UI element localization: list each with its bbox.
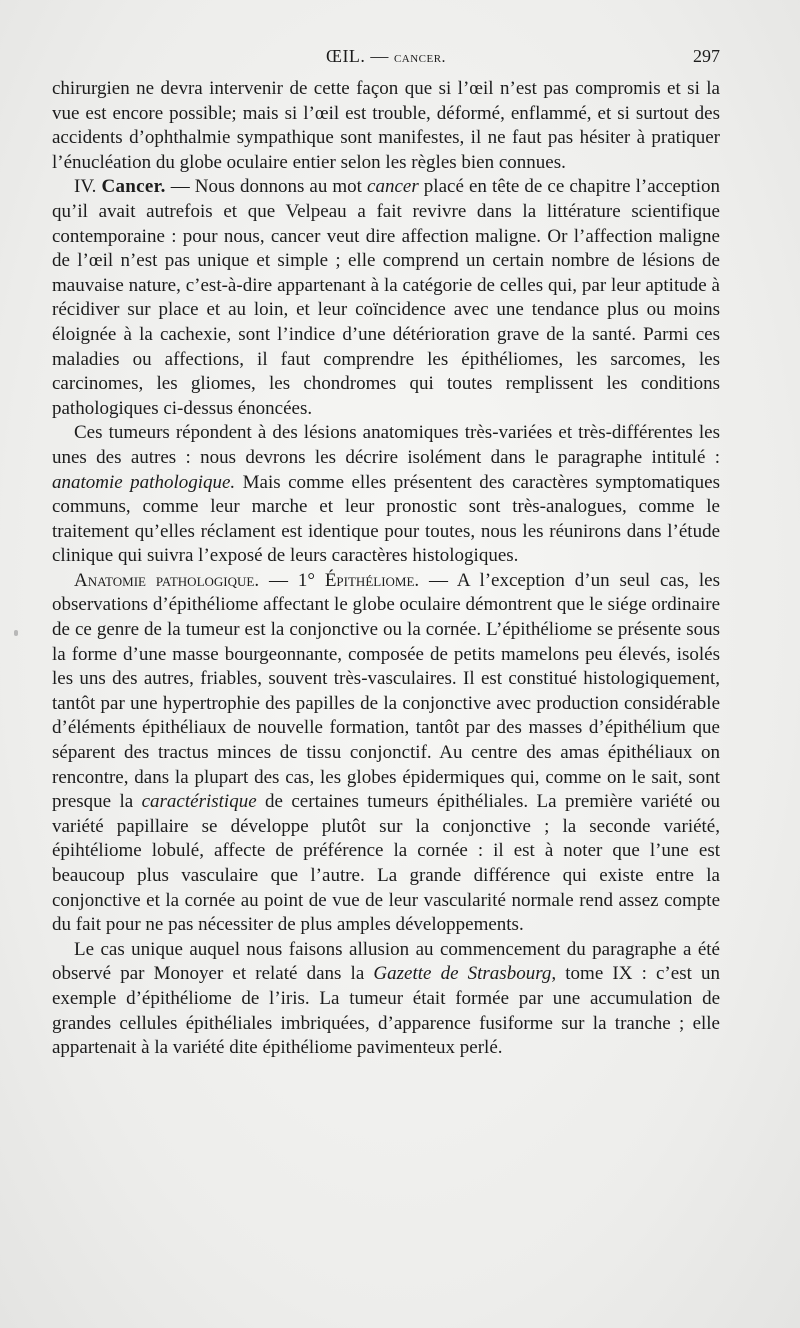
subsection-heading: Anatomie pathologique. bbox=[74, 569, 260, 591]
page-number: 297 bbox=[693, 46, 720, 66]
running-title-prefix: ŒIL. — bbox=[325, 46, 389, 66]
paragraph-anatomie bbox=[52, 569, 720, 938]
page-header bbox=[52, 46, 720, 74]
subsection-heading: Épithéliome. bbox=[324, 569, 420, 591]
italic-term: caractéristique bbox=[141, 791, 257, 813]
paragraph-text: — A l’exception d’un seul cas, les observations d’épithéliome affectant le globe oculaire démontrent que le siége ordinaire de ce genre de la tumeur est la conjonctive ou la cornée. L’épithéliome se présente sous la forme d’une masse bourgeonnante, composée de petits mamelons peu élevés, isolés les uns des autres, friables, souvent très-vasculaires. Il est constitué histologiquement, tantôt par une hypertrophie des papilles de la conjonctive avec production considérable d’éléments épithéliaux de nouvelle formation, tantôt par des masses d’épithélium que séparent des tractus minces de tissu conjonctif. Au centre des amas épithéliaux on rencontre, dans la plupart des cas, les globes épidermiques qui, comme on le sait, sont presque la bbox=[52, 569, 720, 813]
section-heading: Cancer. bbox=[101, 176, 166, 198]
paragraph-text: — 1° bbox=[259, 569, 325, 591]
paragraph-text: placé en tête de ce chapitre l’acception qu’il avait autrefois et que Velpeau a fait revivre dans la littérature scientifique contemporaine : pour nous, cancer veut dire affection maligne. Or l’affection maligne de l’œil n’est pas unique et simple ; elle comprend un certain nombre de lésions de mauvaise nature, c’est-à-dire appartenant à la catégorie de celles qui, par leur aptitude à récidiver sur place et au loin, et leur coïncidence avec une tendance plus ou moins éloignée à la cachexie, sont l’indice d’une détérioration grave de la santé. Parmi ces maladies ou affections, il faut comprendre les épithéliomes, les sarcomes, les carcinomes, les gliomes, les chondromes qui toutes remplissent les conditions pathologiques ci-dessus énoncées. bbox=[52, 176, 721, 419]
paragraph-text: Le cas unique auquel nous faisons allusion au commencement du paragraphe a été observé par Monoyer et relaté dans la bbox=[52, 938, 720, 985]
paragraph-text: Ces tumeurs répondent à des lésions anatomiques très-variées et très-différentes les unes des autres : nous devrons les décrire isolément dans le paragraphe intitulé : bbox=[52, 422, 720, 468]
paragraph-cas-unique bbox=[52, 938, 720, 1061]
margin-mark bbox=[14, 630, 18, 636]
paragraph-text: Mais comme elles présentent des caractères symptomatiques communs, comme leur marche et leur pronostic sont très-analogues, comme le traitement qu’elles réclament est identique pour toutes, nous les réunirons dans l’étude clinique qui suivra l’exposé de leurs caractères histologiques. bbox=[52, 471, 720, 567]
paragraph-text: — Nous donnons au mot bbox=[165, 176, 368, 198]
italic-term: cancer bbox=[367, 176, 419, 198]
paragraph-text: tome IX : c’est un exemple d’épithéliome de l’iris. La tumeur était formée par une accumulation de grandes cellules épithéliales imbriquées, d’apparence fusiforme sur la tranche ; elle appartenait à la variété dite épithéliome pavimenteux perlé. bbox=[52, 963, 720, 1059]
italic-term: anatomie pathologique. bbox=[52, 471, 236, 493]
paragraph-tumeurs bbox=[52, 421, 720, 569]
section-numeral: IV. bbox=[74, 176, 97, 198]
running-title-smallcaps: cancer. bbox=[393, 49, 447, 66]
paragraph-continuation: chirurgien ne devra intervenir de cette façon que si l’œil n’est pas compromis et si la vue est encore possible; mais si l’œil est trouble, déformé, enflammé, et si surtout des accidents d’ophthalmie sympathique sont manifestes, il ne faut pas hésiter à pratiquer l’énucléation du globe oculaire entier selon les règles bien connues. bbox=[52, 78, 720, 173]
italic-term: Gazette de Strasbourg, bbox=[373, 963, 557, 985]
paragraph-cancer-intro bbox=[52, 175, 720, 421]
running-title bbox=[52, 46, 720, 67]
paragraph-text: de certaines tumeurs épithéliales. La première variété ou variété papillaire se développe plutôt sur la conjonctive ; la seconde variété, épihtéliome lobulé, affecte de préférence la cornée : il est à noter que l’une est beaucoup plus vasculaire que l’autre. La grande différence qui existe entre la conjonctive et la cornée au point de vue de leur vascularité normale rend assez compte du fait pour ne pas nécessiter de plus amples développements. bbox=[52, 791, 720, 936]
body-text bbox=[52, 77, 720, 1061]
